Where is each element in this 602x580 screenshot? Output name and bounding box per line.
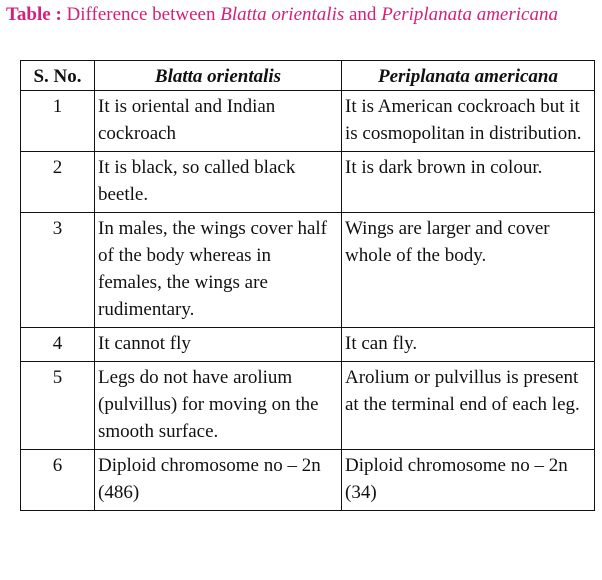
header-periplanata-americana: Periplanata americana: [342, 61, 595, 91]
comparison-table: [20, 60, 595, 511]
serial-number-cell: 1: [21, 91, 95, 152]
caption-text-middle: and: [344, 4, 382, 25]
periplanata-cell: It is American cockroach but it is cosmopolitan in distribution.: [342, 91, 595, 152]
blatta-cell: Diploid chromosome no – 2n (486): [95, 450, 342, 511]
serial-number-cell: 5: [21, 362, 95, 450]
blatta-cell: It is oriental and Indian cockroach: [95, 91, 342, 152]
blatta-cell: In males, the wings cover half of the body whereas in females, the wings are rudimentary.: [95, 213, 342, 328]
table-row: [21, 91, 595, 152]
serial-number-cell: 4: [21, 328, 95, 362]
periplanata-cell: Diploid chromosome no – 2n (34): [342, 450, 595, 511]
blatta-cell: Legs do not have arolium (pulvillus) for moving on the smooth surface.: [95, 362, 342, 450]
caption-text-before: Difference between: [61, 4, 221, 25]
serial-number-cell: 3: [21, 213, 95, 328]
table-row: [21, 328, 595, 362]
blatta-cell: It cannot fly: [95, 328, 342, 362]
periplanata-cell: Wings are larger and cover whole of the body.: [342, 213, 595, 328]
table-row: [21, 362, 595, 450]
serial-number-cell: 2: [21, 152, 95, 213]
caption-species-a: Blatta orientalis: [220, 4, 345, 25]
table-row: [21, 450, 595, 511]
periplanata-cell: It can fly.: [342, 328, 595, 362]
caption-species-b: Periplanata americana: [381, 4, 558, 25]
header-blatta-orientalis: Blatta orientalis: [95, 61, 342, 91]
table-row: [21, 152, 595, 213]
caption-label: Table :: [6, 4, 62, 25]
table-caption: [6, 2, 598, 28]
serial-number-cell: 6: [21, 450, 95, 511]
table-row: [21, 213, 595, 328]
header-serial-number: S. No.: [21, 61, 95, 91]
periplanata-cell: It is dark brown in colour.: [342, 152, 595, 213]
blatta-cell: It is black, so called black beetle.: [95, 152, 342, 213]
periplanata-cell: Arolium or pulvillus is present at the terminal end of each leg.: [342, 362, 595, 450]
header-row: [21, 61, 595, 91]
